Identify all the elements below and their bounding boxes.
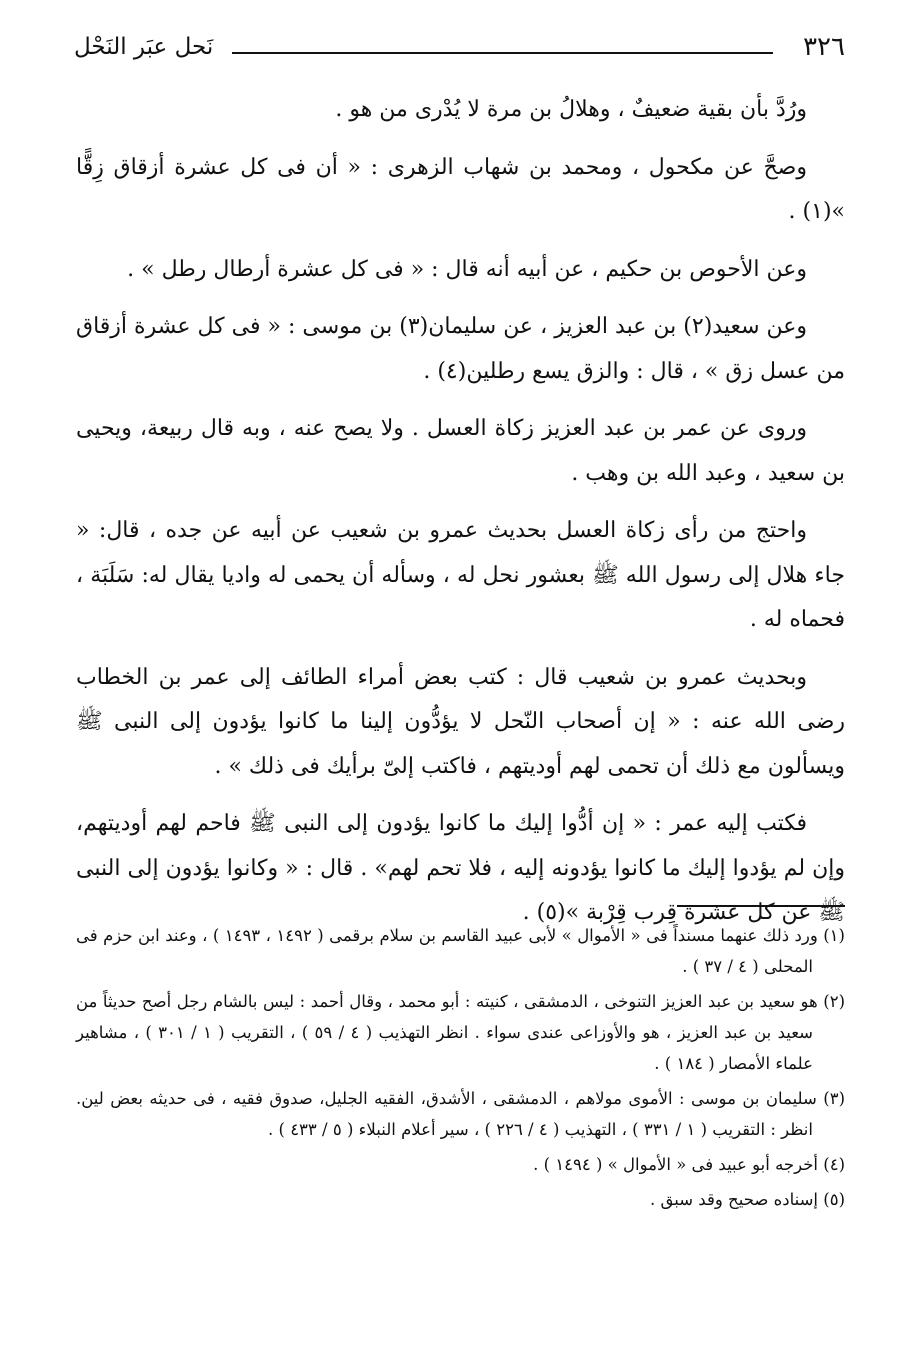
paragraph: واحتج من رأى زكاة العسل بحديث عمرو بن شعيب عن أبيه عن جده ، قال: « جاء هلال إلى رسول الله ﷺ بعشور نحل له ، وسأله أن يحمى له واديا يقال له: سَلَبَة ، فحماه له . <box>76 518 845 632</box>
page-number: ٣٢٦ <box>803 32 845 62</box>
paragraph: وبحديث عمرو بن شعيب قال : كتب بعض أمراء الطائف إلى عمر بن الخطاب رضى الله عنه : « إن أصحاب النّحل لا يؤدُّون إلينا ما كانوا يؤدون إلى النبى ﷺ ويسألون مع ذلك أن تحمى لهم أوديتهم ، فاكتب إلىّ برأيك فى ذلك » . <box>76 664 845 779</box>
running-title: نَحل عبَر النَحْل <box>74 34 214 60</box>
footnote: (٣) سليمان بن موسى : الأموى مولاهم ، الدمشقى ، الأشدق، الفقيه الجليل، صدوق فقيه ، فى حديثه بعض لين. انظر : التقريب ( ١ / ٣٣١ ) ، التهذيب ( ٤ / ٢٢٦ ) ، سير أعلام النبلاء ( ٥ / ٤٣٣ ) . <box>76 1089 845 1139</box>
page-header <box>74 28 845 72</box>
paragraph: وعن سعيد(٢) بن عبد العزيز ، عن سليمان(٣) بن موسى : « فى كل عشرة أزقاق من عسل زق » ، قال : والزق يسع رطلين(٤) . <box>76 314 845 384</box>
header-rule <box>232 52 773 54</box>
footnotes <box>76 920 845 1219</box>
paragraph: ورُدَّ بأن بقية ضعيفٌ ، وهلالُ بن مرة لا يُدْرى من هو . <box>335 97 807 122</box>
main-text <box>76 88 845 949</box>
footnote: (٢) هو سعيد بن عبد العزيز التنوخى ، الدمشقى ، كنيته : أبو محمد ، وقال أحمد : ليس بالشام رجل أصح حديثاً من سعيد بن عبد العزيز ، هو والأوزاعى عندى سواء . انظر التهذيب ( ٤ / ٥٩ ) ، التقريب ( ١ / ٣٠١ ) ، مشاهير علماء الأمصار ( ١٨٤ ) . <box>76 992 845 1073</box>
paragraph: وعن الأحوص بن حكيم ، عن أبيه أنه قال : « فى كل عشرة أرطال رطل » . <box>127 256 807 282</box>
footnote: (١) ورد ذلك عنهما مسنداً فى « الأموال » لأبى عبيد القاسم بن سلام برقمى ( ١٤٩٢ ، ١٤٩٣ ) ، وعند ابن حزم فى المحلى ( ٤ / ٣٧ ) . <box>76 926 845 976</box>
footnote: (٤) أخرجه أبو عبيد فى « الأموال » ( ١٤٩٤ ) . <box>533 1155 845 1174</box>
footnote-separator <box>677 905 845 907</box>
paragraph: وروى عن عمر بن عبد العزيز زكاة العسل . ولا يصح عنه ، وبه قال ربيعة، ويحيى بن سعيد ، وعبد الله بن وهب . <box>76 416 845 486</box>
footnote: (٥) إسناده صحيح وقد سبق . <box>650 1190 845 1209</box>
paragraph: فكتب إليه عمر : « إن أدُّوا إليك ما كانوا يؤدون إلى النبى ﷺ فاحم لهم أوديتهم، وإن لم يؤدوا إليك ما كانوا يؤدونه إليه ، فلا تحم لهم» . قال : « وكانوا يؤدون إلى النبى ﷺ عن كل عشرة قِرب قِرْبة »(٥) . <box>76 811 845 925</box>
paragraph: وصحَّ عن مكحول ، ومحمد بن شهاب الزهرى : « أن فى كل عشرة أزقاق زِقًّا »(١) . <box>76 154 845 224</box>
